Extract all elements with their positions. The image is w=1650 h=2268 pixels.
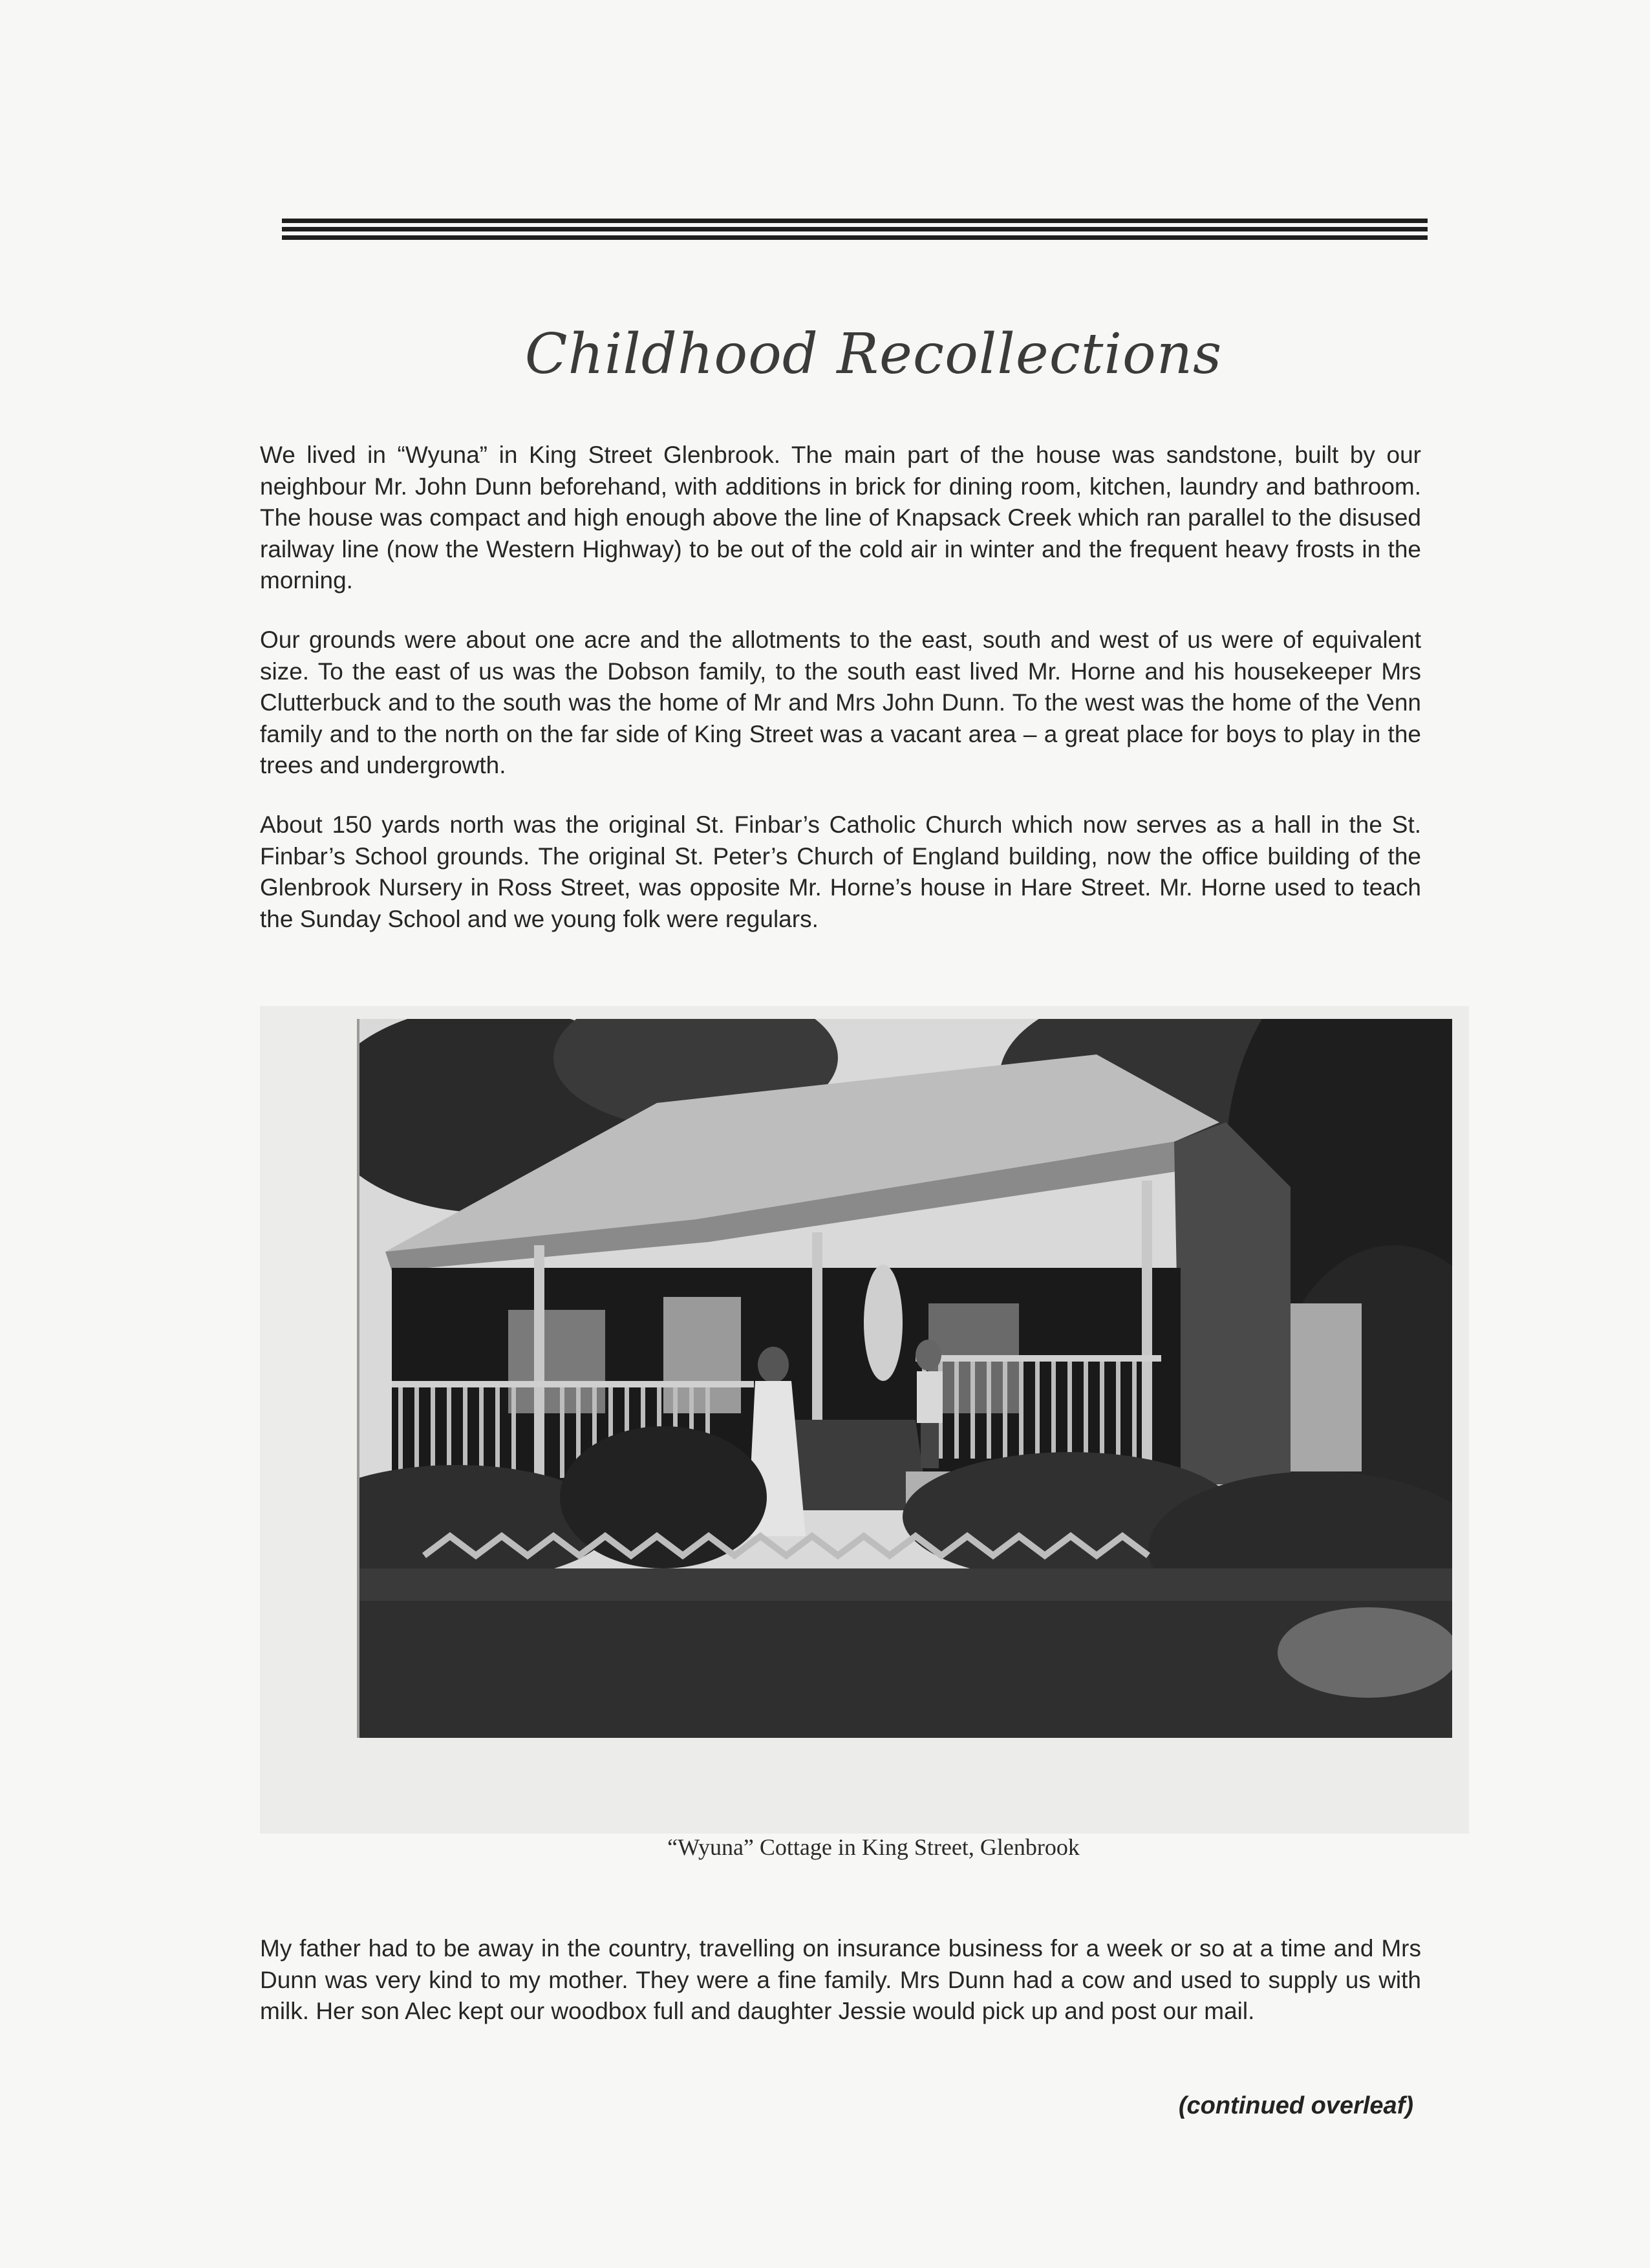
continued-note: (continued overleaf) bbox=[1178, 2092, 1413, 2119]
paragraph: Our grounds were about one acre and the allotments to the east, south and west of us were of equivalent size. To the east of us was the Dobson family, to the south east lived Mr. Horne and his housekeeper Mrs Clutterbuck and to the south was the home of Mr and Mrs John Dunn. To the west was the home of the Venn family and to the north on the far side of King Street was a vacant area – a great place for boys to play in the trees and undergrowth. bbox=[260, 626, 1421, 778]
paragraph: About 150 yards north was the original St. Finbar’s Catholic Church which now serves as a hall in the St. Finbar’s School grounds. The original St. Peter’s Church of England building, now the office building of the Glenbrook Nursery in Ross Street, was opposite Mr. Horne’s house in Hare Street. Mr. Horne used to teach the Sunday School and we young folk were regulars. bbox=[260, 811, 1421, 932]
rule-line bbox=[282, 219, 1428, 223]
page-title: Childhood Recollections bbox=[524, 322, 1223, 387]
photo-caption: “Wyuna” Cottage in King Street, Glenbrook bbox=[667, 1834, 1080, 1860]
cottage-photo-graphic bbox=[359, 1019, 1452, 1738]
header-rule bbox=[282, 219, 1428, 244]
photo-frame bbox=[260, 1006, 1469, 1834]
paragraph: My father had to be away in the country, travelling on insurance business for a week or so at a time and Mrs Dunn was very kind to my mother. They were a fine family. Mrs Dunn had a cow and used to supply us with milk. Her son Alec kept our woodbox full and daughter Jessie would pick up and post our mail. bbox=[260, 1935, 1421, 2024]
rule-line bbox=[282, 235, 1428, 240]
paragraph: We lived in “Wyuna” in King Street Glenbrook. The main part of the house was sandstone, built by our neighbour Mr. John Dunn beforehand, with additions in brick for dining room, kitchen, laundry and bathroom. The house was compact and high enough above the line of Knapsack Creek which ran parallel to the disused railway line (now the Western Highway) to be out of the cold air in winter and the frequent heavy frosts in the morning. bbox=[260, 442, 1421, 594]
cottage-photo bbox=[357, 1019, 1452, 1738]
rule-line bbox=[282, 227, 1428, 231]
